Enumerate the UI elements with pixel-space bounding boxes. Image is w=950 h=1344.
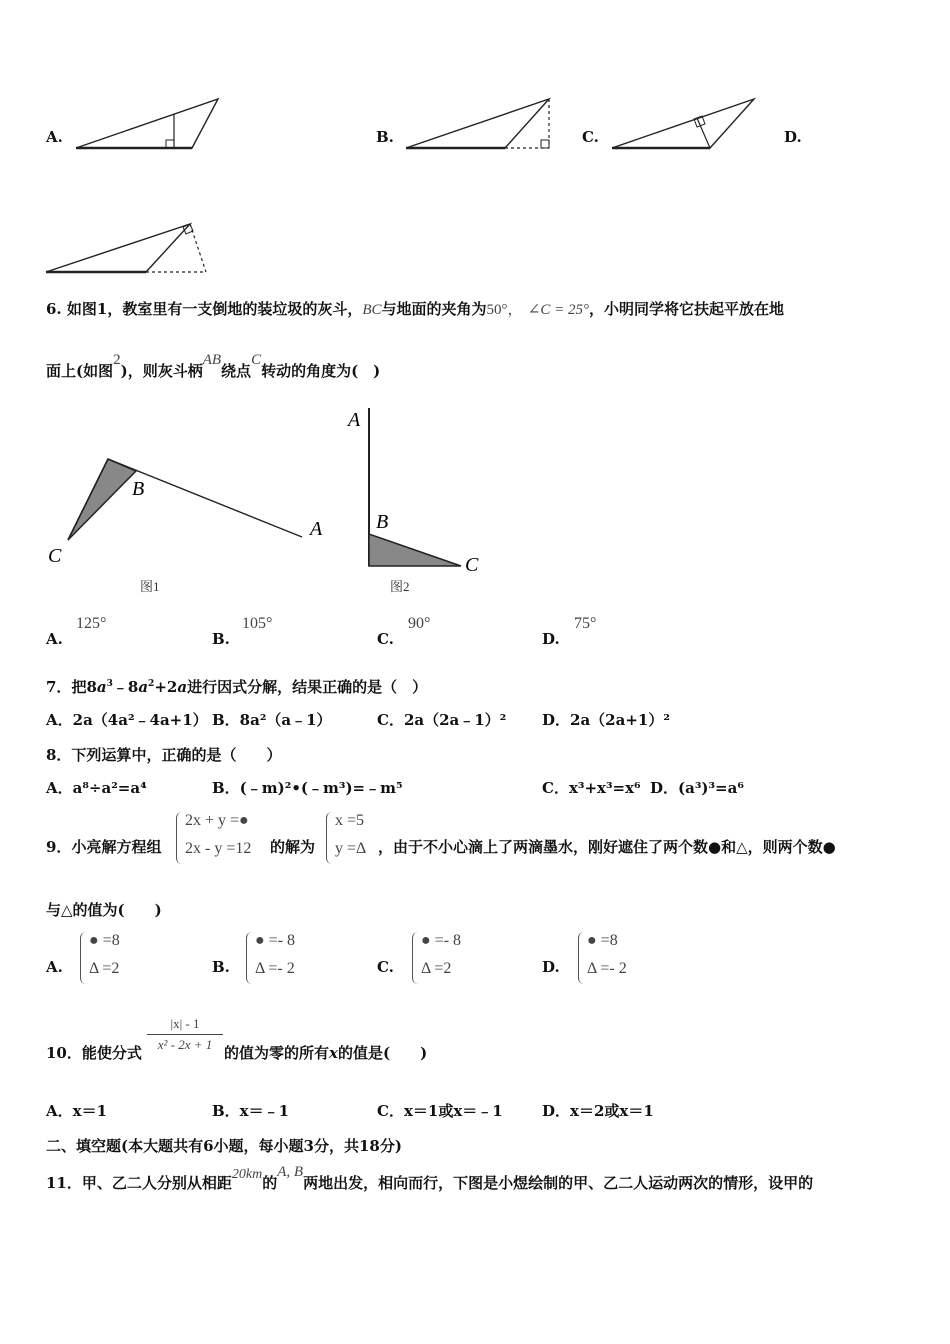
q9-stem-line2: 与△的值为( ) [46, 901, 162, 919]
q8-option-d: D．(a³)³=a⁶ [650, 779, 744, 797]
q9-solution-system: x =5 y =Δ [326, 812, 378, 864]
q7-option-c: C．2a（2a﹣1）² [377, 711, 507, 729]
q6-fig1-label-a: A [310, 518, 323, 540]
q7-option-a: A．2a（4a²﹣4a+1） [46, 711, 208, 729]
q6-figure-1 [40, 445, 340, 605]
q8-stem: 8．下列运算中，正确的是（ ） [46, 746, 282, 764]
q6-option-b-label: B. [212, 630, 230, 648]
q9-stem-a: 9．小亮解方程组 [46, 838, 162, 856]
q5-option-b-figure [400, 95, 560, 155]
q9-option-d-label: D. [542, 958, 560, 976]
q5-option-c-label: C. [582, 128, 599, 146]
q10-option-b: B．x＝﹣1 [212, 1102, 290, 1120]
q5-option-b-label: B. [376, 128, 394, 146]
q7-option-d: D．2a（2a+1）² [542, 711, 670, 729]
q10-stem-a: 10．能使分式 [46, 1044, 142, 1062]
q6-fig2-caption: 图2 [390, 579, 410, 594]
q6-option-d-label: D. [542, 630, 560, 648]
q5-option-a-figure [70, 95, 225, 155]
q5-option-d-label: D. [784, 128, 802, 146]
q9-option-c-system: ● =- 8 Δ =2 [412, 932, 482, 984]
q9-option-a-system: ● =8 Δ =2 [80, 932, 140, 984]
q6-figure-2 [340, 400, 500, 600]
q10-option-a: A．x＝1 [46, 1102, 108, 1120]
q8-option-a: A．a⁸÷a²=a⁴ [46, 779, 147, 797]
q6-stem-line1: 6. 如图1，教室里有一支倒地的装垃圾的灰斗，BC与地面的夹角为50°， ∠C = 25°，小明同学将它扶起平放在地 [46, 300, 784, 318]
q9-stem-c: ，由于不小心滴上了两滴墨水，刚好遮住了两个数●和△，则两个数● [378, 838, 836, 856]
q6-fig1-label-b: B [132, 478, 145, 500]
q6-option-c-label: C. [377, 630, 394, 648]
q6-fig2-label-b: B [376, 511, 389, 533]
q5-option-c-figure [606, 95, 761, 155]
q6-option-a-label: A. [46, 630, 63, 648]
q10-option-c: C．x＝1或x＝﹣1 [377, 1102, 503, 1120]
q6-fig2-label-a: A [348, 409, 361, 431]
q11-stem: 11．甲、乙二人分别从相距20km的A, B两地出发，相向而行，下图是小煜绘制的甲、乙二人运动两次的情形，设甲的 [46, 1164, 814, 1192]
q10-option-d: D．x＝2或x＝1 [542, 1102, 654, 1120]
q9-stem-b: 的解为 [270, 838, 316, 856]
q9-option-c-label: C. [377, 958, 394, 976]
q6-option-d-value: 75° [574, 615, 597, 632]
q7-stem: 7．把$8a^3﹣8a^2+2a$进行因式分解，结果正确的是（ ） [46, 678, 428, 696]
q10-fraction [147, 1016, 223, 1053]
q8-option-b: B．(﹣m)²•(﹣m³)=﹣m⁵ [212, 779, 403, 797]
q7-option-b: B．8a²（a﹣1） [212, 711, 332, 729]
q6-option-b-value: 105° [242, 615, 273, 632]
q9-option-b-system: ● =- 8 Δ =- 2 [246, 932, 316, 984]
q6-fig1-caption: 图1 [140, 579, 160, 594]
q5-option-a-label: A. [46, 128, 63, 146]
q9-option-b-label: B. [212, 958, 230, 976]
q10-numerator: |x| - 1 [147, 1016, 223, 1035]
q6-stem-line2: 面上(如图2)，则灰斗柄AB绕点C转动的角度为( ) [46, 352, 381, 380]
q6-option-a-value: 125° [76, 615, 107, 632]
q8-option-c: C．x³+x³=x⁶ [542, 779, 641, 797]
q6-fig2-label-c: C [465, 554, 479, 576]
q6-option-c-value: 90° [408, 615, 431, 632]
q10-stem-b: 的值为零的所有x的值是( ) [224, 1044, 428, 1062]
q9-equation-system: 2x + y =● 2x - y =12 [176, 812, 268, 864]
q9-option-a-label: A. [46, 958, 63, 976]
q5-option-d-figure [40, 218, 215, 278]
q6-fig1-label-c: C [48, 545, 62, 567]
q10-denominator: x² - 2x + 1 [157, 1037, 213, 1052]
section-2-title: 二、填空题(本大题共有6小题，每小题3分，共18分) [46, 1137, 402, 1155]
q9-option-d-system: ● =8 Δ =- 2 [578, 932, 648, 984]
